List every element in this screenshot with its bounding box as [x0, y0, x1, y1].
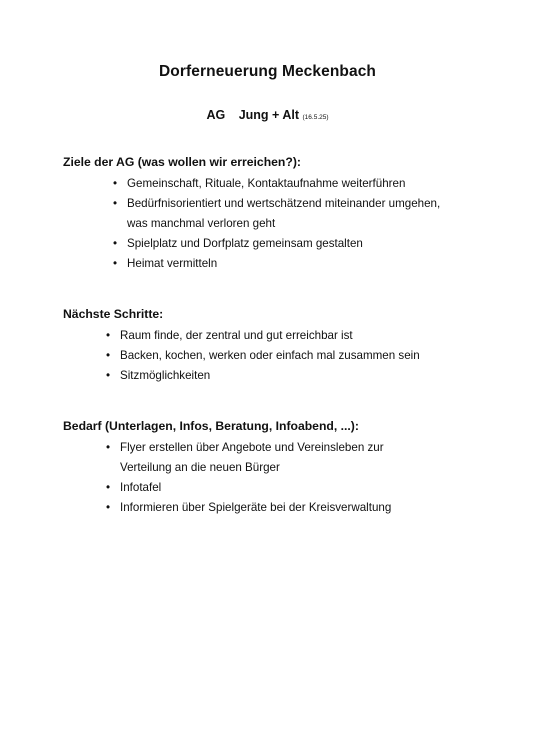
list-item-text: Flyer erstellen über Angebote und Vereinsleben zur: [120, 441, 384, 454]
list-item-text: Verteilung an die neuen Bürger: [120, 461, 280, 474]
bullet-icon: •: [112, 177, 118, 190]
list-item-text: Informieren über Spielgeräte bei der Kreisverwaltung: [120, 501, 392, 514]
bullet-icon: •: [112, 257, 118, 270]
bullet-icon: •: [105, 481, 111, 494]
bullet-icon: •: [105, 329, 111, 342]
section-ziele: [63, 154, 503, 274]
section-bedarf: [63, 418, 503, 518]
section-heading-ziele: Ziele der AG (was wollen wir erreichen?):: [63, 155, 301, 169]
section-heading-bedarf: Bedarf (Unterlagen, Infos, Beratung, Infoabend, ...):: [63, 419, 359, 433]
section-naechste-schritte: [63, 306, 503, 386]
list-item-text: Raum finde, der zentral und gut erreichbar ist: [120, 329, 353, 342]
list-item: [63, 194, 503, 214]
section-heading-naechste-schritte: Nächste Schritte:: [63, 307, 164, 321]
list-item: [63, 366, 503, 386]
bullet-icon: •: [105, 501, 111, 514]
subtitle-ag: AG: [206, 108, 226, 122]
bullet-icon: •: [112, 237, 118, 250]
bullet-icon: •: [105, 369, 111, 382]
list-item-text: Sitzmöglichkeiten: [120, 369, 211, 382]
bullet-icon: •: [112, 197, 118, 210]
list-item: [63, 346, 503, 366]
list-item: [63, 174, 503, 194]
list-item: [63, 326, 503, 346]
subtitle-group-name: Jung + Alt: [238, 108, 300, 122]
list-item-text: Spielplatz und Dorfplatz gemeinsam gestalten: [127, 237, 363, 250]
list-item: [63, 254, 503, 274]
list-item: [63, 478, 503, 498]
subtitle-date: (16.5.25): [302, 114, 329, 121]
page-subtitle: [0, 108, 535, 122]
list-item-continuation: [63, 458, 503, 478]
list-item-text: Backen, kochen, werken oder einfach mal zusammen sein: [120, 349, 420, 362]
list-item: [63, 234, 503, 254]
bullet-icon: •: [105, 441, 111, 454]
list-ziele: [63, 174, 503, 274]
list-item: [63, 498, 503, 518]
list-item-continuation: [63, 214, 503, 234]
list-naechste-schritte: [63, 326, 503, 386]
list-item: [63, 438, 503, 458]
page-title: Dorferneuerung Meckenbach: [159, 63, 376, 80]
list-bedarf: [63, 438, 503, 518]
bullet-icon: •: [105, 349, 111, 362]
list-item-text: Heimat vermitteln: [127, 257, 218, 270]
list-item-text: was manchmal verloren geht: [127, 217, 276, 230]
list-item-text: Gemeinschaft, Rituale, Kontaktaufnahme weiterführen: [127, 177, 406, 190]
list-item-text: Infotafel: [120, 481, 162, 494]
list-item-text: Bedürfnisorientiert und wertschätzend miteinander umgehen,: [127, 197, 441, 210]
